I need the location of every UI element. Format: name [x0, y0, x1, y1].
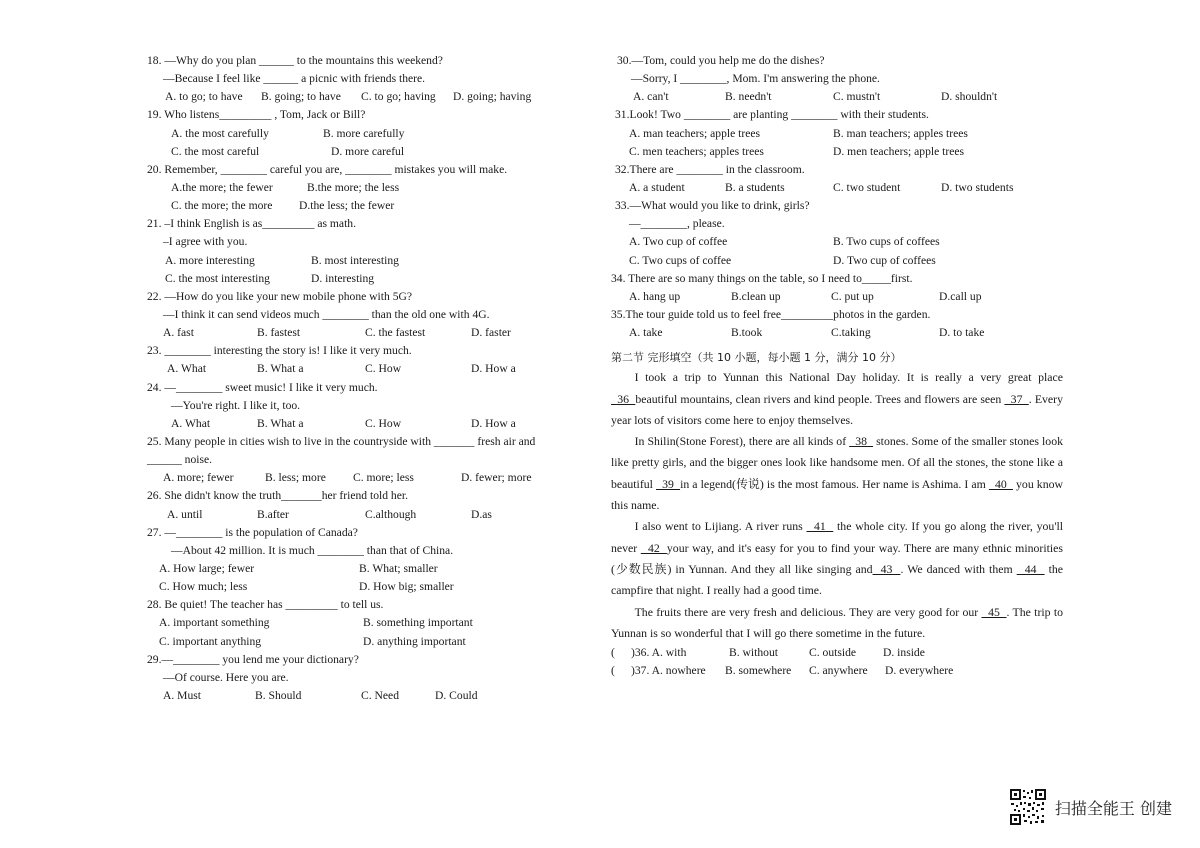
- question-text: —Sorry, I ________, Mom. I'm answering the phone.: [631, 72, 880, 86]
- answer-option: A. more interesting: [165, 253, 255, 267]
- answer-option: B. What; smaller: [359, 561, 438, 575]
- options-line: [147, 415, 587, 433]
- options-line: [147, 469, 587, 487]
- cloze-blank-number: 43: [872, 561, 901, 576]
- cloze-blank-number: 40: [988, 476, 1013, 491]
- answer-option: B. more carefully: [323, 126, 405, 140]
- answer-option: D. to take: [939, 326, 985, 340]
- passage-text: beautiful mountains, clean rivers and kind people. Trees and flowers are seen: [635, 391, 1005, 406]
- answer-option: B.took: [731, 326, 763, 340]
- answer-option: B. Should: [255, 688, 302, 702]
- question-text: —Of course. Here you are.: [163, 670, 289, 684]
- options-line: [147, 560, 587, 578]
- question-line: [611, 197, 1063, 215]
- answer-option: A. fast: [163, 326, 194, 340]
- cloze-blank-number: 41: [806, 519, 834, 534]
- passage-paragraph: [611, 516, 1063, 601]
- question-line: [147, 397, 587, 415]
- question-text: 34. There are so many things on the table, so I need to_____first.: [611, 271, 913, 285]
- answer-option: D. Two cup of coffees: [833, 253, 936, 267]
- answer-option: D. shouldn't: [941, 90, 998, 104]
- answer-option: (: [611, 664, 615, 678]
- question-line: [147, 70, 587, 88]
- right-column: [611, 52, 1063, 680]
- question-text: —________, please.: [629, 217, 725, 231]
- question-line: [611, 161, 1063, 179]
- passage-text: . We danced with them: [900, 561, 1017, 576]
- answer-option: B. Two cups of coffees: [833, 235, 940, 249]
- passage-paragraph: [611, 367, 1063, 431]
- question-line: [147, 487, 587, 505]
- answer-option: D. Could: [435, 688, 478, 702]
- answer-option: C. men teachers; apples trees: [629, 144, 764, 158]
- question-text: 25. Many people in cities wish to live in the countryside with _______ fresh air and: [147, 434, 536, 448]
- passage-text: you know this name.: [611, 476, 1064, 513]
- options-line: [147, 506, 587, 524]
- question-text: 32.There are ________ in the classroom.: [615, 162, 805, 176]
- answer-option: D.call up: [939, 289, 982, 303]
- passage-text: . Every year lots of visitors come here to enjoy themselves.: [611, 391, 1063, 427]
- question-text: –I agree with you.: [163, 235, 248, 249]
- options-line: [147, 687, 587, 705]
- answer-option: B. What a: [257, 362, 304, 376]
- answer-option: B. without: [729, 646, 778, 660]
- answer-option: D. men teachers; apple trees: [833, 144, 965, 158]
- answer-option: C. How much; less: [159, 580, 248, 594]
- options-line: [611, 233, 1063, 251]
- question-text: 29.—________ you lend me your dictionary?: [147, 652, 359, 666]
- answer-option: B. man teachers; apples trees: [833, 126, 968, 140]
- answer-option: )37. A. nowhere: [631, 664, 706, 678]
- cloze-blank-number: 37: [1004, 391, 1029, 406]
- options-line: [147, 360, 587, 378]
- question-text: —About 42 million. It is much ________ than that of China.: [171, 543, 454, 557]
- answer-option: C. outside: [809, 646, 857, 660]
- answer-option: D. everywhere: [885, 664, 954, 678]
- answer-option: B. needn't: [725, 90, 772, 104]
- question-line: [147, 52, 587, 70]
- options-line: [611, 252, 1063, 270]
- answer-option: D. fewer; more: [461, 471, 532, 485]
- options-line: [611, 179, 1063, 197]
- options-line: [611, 88, 1063, 106]
- passage-text: . The trip to Yunnan is so wonderful that I will go there sometime in the future.: [611, 604, 1064, 640]
- passage-text: In Shilin(Stone Forest), there are all kinds of: [634, 434, 850, 449]
- question-line: [147, 596, 587, 614]
- question-line: [147, 342, 587, 360]
- question-line: [147, 288, 587, 306]
- answer-option: C. the fastest: [365, 326, 426, 340]
- answer-option: D. How big; smaller: [359, 580, 454, 594]
- question-text: 21. –I think English is as_________ as math.: [147, 217, 356, 231]
- question-line: [147, 524, 587, 542]
- scanner-watermark: [1009, 788, 1172, 826]
- scanner-app-label: 扫描全能王 创建: [1054, 798, 1172, 818]
- cloze-blank-number: 39: [656, 476, 681, 491]
- cloze-options: [611, 644, 1063, 680]
- options-line: [147, 179, 587, 197]
- answer-option: D. more careful: [331, 144, 405, 158]
- question-text: 23. ________ interesting the story is! I like it very much.: [147, 344, 412, 358]
- answer-option: D. inside: [883, 646, 925, 660]
- options-line: [611, 662, 1063, 680]
- question-text: 31.Look! Two ________ are planting ________ with their students.: [615, 108, 929, 122]
- question-line: [611, 270, 1063, 288]
- question-text: 28. Be quiet! The teacher has _________ to tell us.: [147, 598, 384, 612]
- passage-text: the whole city. If you go along the river, you'll never: [611, 519, 1063, 555]
- cloze-blank-number: 38: [849, 434, 874, 449]
- answer-option: D. How a: [471, 416, 516, 430]
- answer-option: A. the most carefully: [171, 126, 269, 140]
- options-line: [147, 143, 587, 161]
- answer-option: A.the more; the fewer: [171, 180, 273, 194]
- answer-option: C. Two cups of coffee: [629, 253, 732, 267]
- qr-code-icon: [1009, 788, 1047, 826]
- question-line: [147, 433, 587, 451]
- answer-option: A. more; fewer: [163, 471, 234, 485]
- answer-option: A. Must: [163, 688, 202, 702]
- answer-option: C.taking: [831, 326, 871, 340]
- answer-option: C. two student: [833, 180, 901, 194]
- answer-option: B. What a: [257, 416, 304, 430]
- answer-option: C. the most careful: [171, 144, 260, 158]
- question-text: 20. Remember, ________ careful you are, ________ mistakes you will make.: [147, 162, 508, 176]
- answer-option: D. interesting: [311, 271, 375, 285]
- passage-paragraph: [611, 602, 1063, 645]
- answer-option: A. can't: [633, 90, 669, 104]
- answer-option: B. something important: [363, 616, 473, 630]
- passage-text: in a legend(传说) is the most famous. Her name is Ashima. I am: [680, 476, 989, 491]
- options-line: [147, 614, 587, 632]
- options-line: [611, 288, 1063, 306]
- question-line: [147, 451, 587, 469]
- answer-option: C. How: [365, 416, 402, 430]
- question-line: [147, 306, 587, 324]
- question-text: —You're right. I like it, too.: [171, 398, 301, 412]
- question-line: [147, 233, 587, 251]
- answer-option: B. fastest: [257, 326, 301, 340]
- answer-option: B.after: [257, 507, 289, 521]
- answer-option: C. important anything: [159, 634, 262, 648]
- options-line: [147, 270, 587, 288]
- answer-option: C. Need: [361, 688, 399, 702]
- question-text: 18. —Why do you plan ______ to the mountains this weekend?: [147, 54, 443, 67]
- options-line: [611, 143, 1063, 161]
- answer-option: D. faster: [471, 326, 511, 340]
- question-line: [147, 215, 587, 233]
- answer-option: C. to go; having: [361, 90, 436, 104]
- options-line: [147, 252, 587, 270]
- passage-text: the campfire that night. I really had a good time.: [611, 561, 1063, 598]
- answer-option: C. more; less: [353, 471, 414, 485]
- options-line: [611, 644, 1063, 662]
- passage-text: stones. Some of the smaller stones look like pretty girls, and the bigger ones look like handsome men. Of all the stones, the stone like a beautiful: [611, 434, 1063, 491]
- question-line: [147, 379, 587, 397]
- answer-option: B.the more; the less: [307, 180, 400, 194]
- question-line: [611, 52, 1063, 70]
- cloze-blank-number: 44: [1016, 561, 1045, 576]
- options-line: [147, 88, 587, 106]
- answer-option: B. less; more: [265, 471, 326, 485]
- answer-option: A. take: [629, 326, 663, 340]
- options-line: [147, 324, 587, 342]
- answer-option: C. anywhere: [809, 664, 868, 678]
- passage-paragraph: [611, 431, 1063, 516]
- passage-text: I also went to Lijiang. A river runs: [634, 519, 807, 534]
- answer-option: C. mustn't: [833, 90, 881, 104]
- cloze-passage: [611, 367, 1063, 644]
- answer-option: D. anything important: [363, 634, 466, 648]
- answer-option: A. hang up: [629, 289, 681, 303]
- options-line: [147, 578, 587, 596]
- question-line: [147, 669, 587, 687]
- cloze-blank-number: 45: [981, 604, 1007, 619]
- question-line: [147, 651, 587, 669]
- passage-text: The fruits there are very fresh and delicious. They are very good for our: [634, 604, 982, 619]
- question-line: [147, 542, 587, 560]
- answer-option: A. How large; fewer: [159, 561, 255, 575]
- answer-option: A. to go; to have: [165, 90, 243, 104]
- question-line: [611, 215, 1063, 233]
- passage-text: I took a trip to Yunnan this National Day holiday. It is really a very great place: [634, 370, 1063, 385]
- question-text: 35.The tour guide told us to feel free_________photos in the garden.: [611, 307, 931, 321]
- answer-option: )36. A. with: [631, 646, 687, 660]
- cloze-blank-number: 42: [640, 540, 667, 555]
- question-text: 30.—Tom, could you help me do the dishes?: [617, 54, 825, 67]
- answer-option: A. Two cup of coffee: [629, 235, 728, 249]
- options-line: [147, 633, 587, 651]
- question-text: —I think it can send videos much ________ than the old one with 4G.: [163, 307, 490, 321]
- answer-option: C. put up: [831, 289, 874, 303]
- options-line: [611, 324, 1063, 342]
- question-text: 19. Who listens_________ , Tom, Jack or Bill?: [147, 108, 366, 122]
- question-text: ______ noise.: [147, 453, 213, 467]
- answer-option: D. going; having: [453, 90, 532, 104]
- answer-option: C. How: [365, 362, 402, 376]
- options-line: [611, 125, 1063, 143]
- question-line: [611, 306, 1063, 324]
- answer-option: C. the more; the more: [171, 199, 273, 213]
- left-column: [147, 52, 587, 705]
- answer-option: A. a student: [629, 180, 685, 194]
- section-title: 第二节 完形填空（共 10 小题，每小题 1 分，满分 10 分）: [611, 351, 902, 365]
- question-text: 24. —________ sweet music! I like it very much.: [147, 380, 378, 394]
- answer-option: A. What: [171, 416, 211, 430]
- question-text: 22. —How do you like your new mobile phone with 5G?: [147, 289, 413, 303]
- answer-option: C.although: [365, 507, 417, 521]
- answer-option: (: [611, 646, 615, 660]
- answer-option: D.as: [471, 507, 492, 521]
- options-line: [147, 197, 587, 215]
- answer-option: B. going; to have: [261, 90, 341, 104]
- question-text: 33.—What would you like to drink, girls?: [615, 199, 810, 213]
- question-line: [611, 70, 1063, 88]
- answer-option: A. What: [167, 362, 207, 376]
- answer-option: C. the most interesting: [165, 271, 270, 285]
- question-text: —Because I feel like ______ a picnic with friends there.: [163, 72, 426, 86]
- answer-option: D. two students: [941, 180, 1014, 194]
- answer-option: B.clean up: [731, 289, 781, 303]
- answer-option: B. most interesting: [311, 253, 399, 267]
- multiple-choice-right: [611, 52, 1063, 342]
- question-line: [147, 106, 587, 124]
- answer-option: D. How a: [471, 362, 516, 376]
- cloze-blank-number: 36: [611, 391, 636, 406]
- options-line: [147, 125, 587, 143]
- answer-option: A. man teachers; apple trees: [629, 126, 761, 140]
- question-text: 26. She didn't know the truth_______her friend told her.: [147, 489, 408, 503]
- question-line: [147, 161, 587, 179]
- answer-option: B. somewhere: [725, 664, 792, 678]
- question-text: 27. —________ is the population of Canada?: [147, 525, 358, 539]
- passage-text: your way, and it's easy for you to find your way. There are many ethnic minorities (少数民族) in Yunnan. And they all like singing and: [611, 540, 1063, 576]
- question-line: [611, 106, 1063, 124]
- answer-option: A. important something: [159, 616, 270, 630]
- answer-option: B. a students: [725, 180, 785, 194]
- answer-option: D.the less; the fewer: [299, 199, 395, 213]
- answer-option: A. until: [167, 507, 203, 521]
